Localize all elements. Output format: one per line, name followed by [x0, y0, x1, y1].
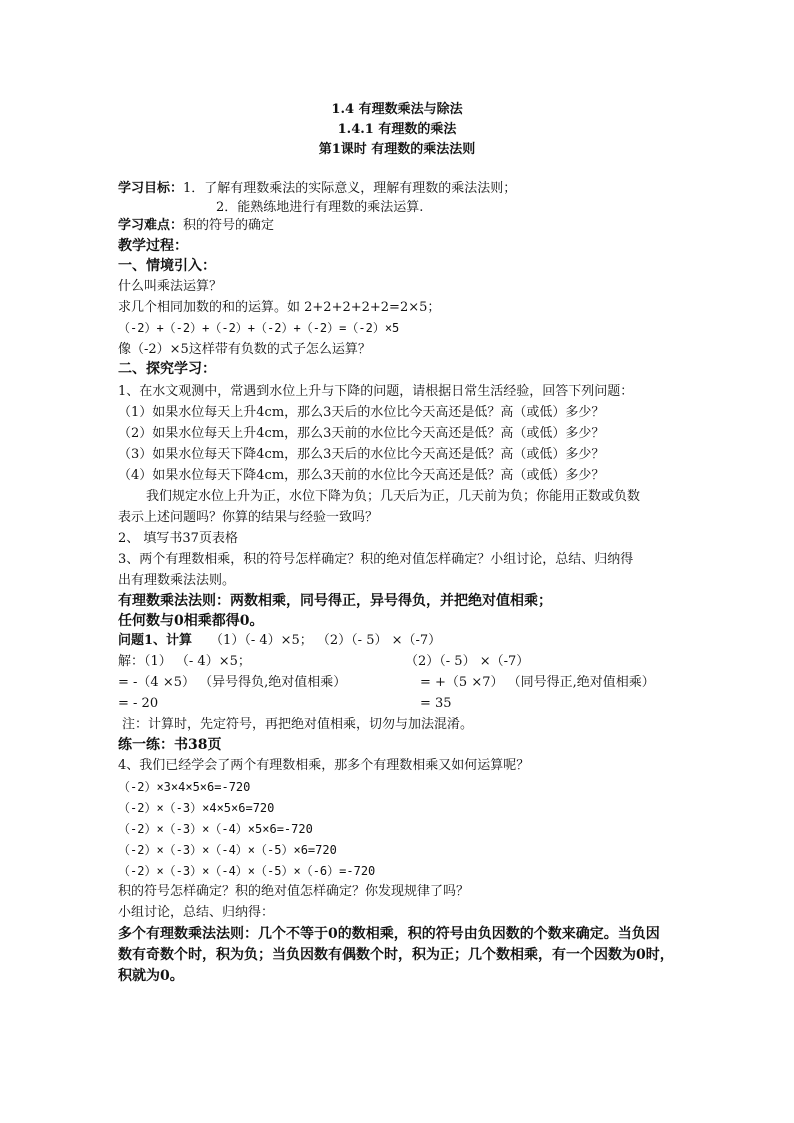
- learning-goals-label: 学习目标：: [118, 181, 184, 196]
- multiplication-rule: 有理数乘法法则：两数相乘，同号得正，异号得负，并把绝对值相乘；: [118, 593, 552, 609]
- explore-part: （4）如果水位每天下降4cm，那么3天前的水位比今天高还是低？高（或低）多少？: [118, 468, 605, 483]
- intro-line: 什么叫乘法运算？: [118, 279, 223, 294]
- multi-rule: 积就为0。: [118, 968, 184, 984]
- learning-goal-1: 1．了解有理数乘法的实际意义，理解有理数的乘法法则；: [183, 181, 517, 196]
- process-heading: 教学过程：: [118, 238, 188, 254]
- multiplication-rule: 任何数与0相乘都得0。: [118, 613, 264, 629]
- solution-result-left: = - 20: [118, 696, 159, 711]
- example-expression: （-2）×（-3）×（-4）×（-5）×6=720: [118, 843, 337, 857]
- multi-rule: 多个有理数乘法法则：几个不等于0的数相乘，积的符号由负因数的个数来确定。当负因: [118, 926, 660, 942]
- question-4: 4、我们已经学会了两个有理数相乘，那多个有理数相乘又如何运算呢？: [118, 758, 530, 773]
- solution-left: 解：（1） （- 4）×5；: [118, 654, 251, 669]
- solution-note: 注：计算时，先定符号，再把绝对值相乘，切勿与加法混淆。: [122, 717, 474, 732]
- section-title: 1.4 有理数乘法与除法: [331, 102, 463, 117]
- intro-line: 求几个相同加数的和的运算。如 2+2+2+2+2=2×5；: [118, 300, 441, 315]
- intro-line: 像（-2）×5这样带有负数的式子怎么运算？: [118, 342, 371, 357]
- explore-part: （3）如果水位每天下降4cm，那么3天后的水位比今天高还是低？高（或低）多少？: [118, 447, 605, 462]
- problem-1: [118, 633, 441, 649]
- example-expression: （-2）×3×4×5×6=-720: [118, 780, 251, 794]
- explore-heading: 二、探究学习：: [118, 361, 216, 377]
- intro-expression: （-2）+（-2）+（-2）+（-2）+（-2）=（-2）×5: [118, 321, 400, 335]
- pattern-question: 积的符号怎样确定？积的绝对值怎样确定？你发现规律了吗？: [118, 884, 470, 899]
- learning-difficulty: [118, 218, 274, 234]
- explore-part: （1）如果水位每天上升4cm，那么3天后的水位比今天高还是低？高（或低）多少？: [118, 405, 605, 420]
- explore-question-2: 2、 填写书37页表格: [118, 531, 238, 546]
- explore-note: 我们规定水位上升为正，水位下降为负；几天后为正，几天前为负；你能用正数或负数: [146, 489, 641, 504]
- subsection-title: 1.4.1 有理数的乘法: [337, 122, 457, 137]
- learning-goals-line1: [118, 181, 516, 197]
- discussion-summary: 小组讨论，总结、归纳得：: [118, 905, 275, 920]
- practice-heading: 练一练：书38页: [118, 737, 222, 753]
- explore-question-3: 出有理数乘法法则。: [118, 573, 236, 588]
- example-expression: （-2）×（-3）×（-4）×（-5）×（-6）=-720: [118, 864, 376, 878]
- learning-goal-2: 2．能熟练地进行有理数的乘法运算.: [216, 200, 424, 215]
- problem-1-label: 问题1、计算: [118, 633, 193, 648]
- problem-1-task: （1）（- 4）×5； （2）（- 5） ×（-7）: [210, 633, 442, 648]
- multi-rule: 数有奇数个时，积为负；当负因数有偶数个时，积为正；几个数相乘，有一个因数为0时，: [118, 947, 674, 963]
- solution-result-right: = 35: [420, 696, 452, 711]
- explore-question-3: 3、两个有理数相乘，积的符号怎样确定？积的绝对值怎样确定？小组讨论，总结、归纳得: [118, 552, 634, 567]
- explore-question-1: 1、在水文观测中，常遇到水位上升与下降的问题，请根据日常生活经验，回答下列问题：: [118, 384, 634, 399]
- explore-part: （2）如果水位每天上升4cm，那么3天前的水位比今天高还是低？高（或低）多少？: [118, 426, 605, 441]
- lesson-title: 第1课时 有理数的乘法法则: [318, 142, 476, 157]
- solution-step-right: = +（5 ×7） （同号得正,绝对值相乘）: [420, 675, 655, 690]
- solution-right: （2）（- 5） ×（-7）: [405, 654, 530, 669]
- example-expression: （-2）×（-3）×4×5×6=720: [118, 801, 275, 815]
- difficulty-label: 学习难点：: [118, 218, 184, 233]
- difficulty-text: 积的符号的确定: [183, 218, 275, 233]
- example-expression: （-2）×（-3）×（-4）×5×6=-720: [118, 822, 313, 836]
- explore-note: 表示上述问题吗？你算的结果与经验一致吗？: [118, 510, 379, 525]
- intro-heading: 一、情境引入：: [118, 258, 216, 274]
- solution-step-left: = -（4 ×5） （异号得负,绝对值相乘）: [118, 675, 347, 690]
